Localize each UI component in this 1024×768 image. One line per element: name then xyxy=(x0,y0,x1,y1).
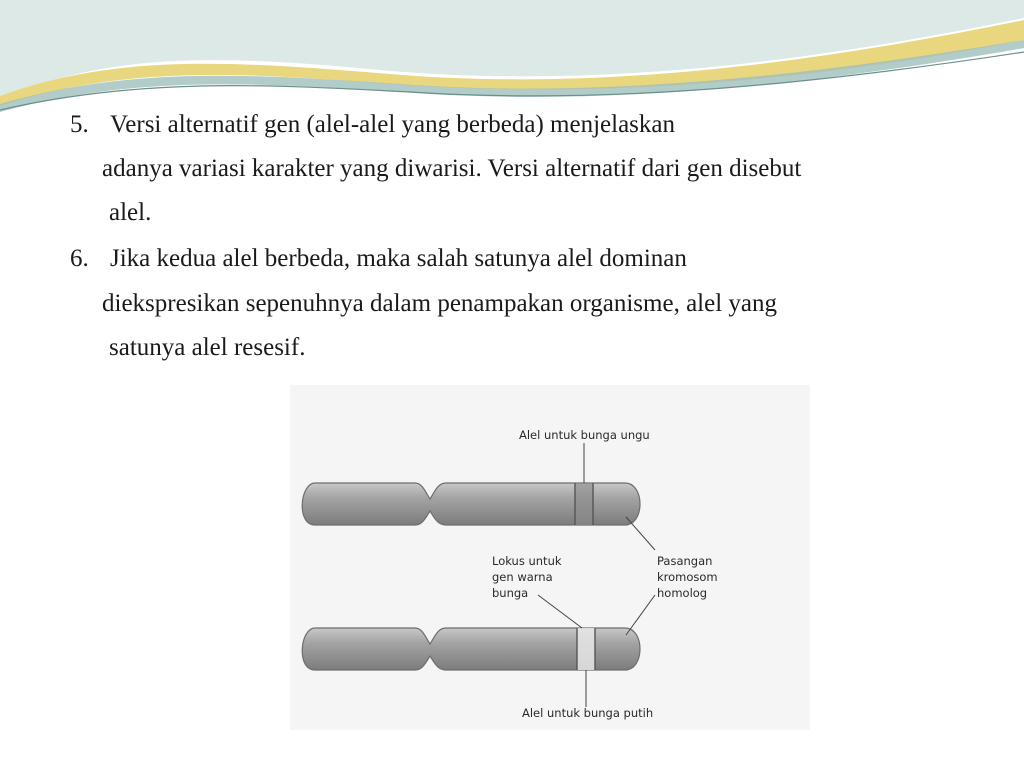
leader-homolog-bottom xyxy=(626,595,655,635)
label-locus-line-1: Lokus untuk xyxy=(492,554,562,568)
label-purple-allele: Alel untuk bunga ungu xyxy=(519,428,650,442)
chromosome-bottom xyxy=(302,628,640,670)
leader-homolog-top xyxy=(626,517,655,550)
chromosome-figure xyxy=(290,385,810,730)
label-white-allele: Alel untuk bunga putih xyxy=(522,706,654,720)
point-6-line-3: satunya alel resesif. xyxy=(109,334,306,361)
point-6-number: 6. xyxy=(70,245,89,272)
point-5-line-2: adanya variasi karakter yang diwarisi. Versi alternatif dari gen disebut xyxy=(102,155,802,182)
point-6-line-2: diekspresikan sepenuhnya dalam penampakan organisme, alel yang xyxy=(102,290,778,317)
point-6-line-1: Jika kedua alel berbeda, maka salah satunya alel dominan xyxy=(110,245,687,272)
leader-locus xyxy=(538,595,582,628)
point-5-number: 5. xyxy=(70,111,89,138)
label-homolog-line-1: Pasangan xyxy=(657,554,713,568)
label-homolog-line-3: homolog xyxy=(657,586,708,600)
chromosome-top xyxy=(302,483,640,525)
point-5-line-3: alel. xyxy=(109,199,152,226)
point-5-line-1: Versi alternatif gen (alel-alel yang berbeda) menjelaskan xyxy=(110,111,676,138)
label-homolog-line-2: kromosom xyxy=(657,570,718,584)
label-locus-line-2: gen warna xyxy=(492,570,553,584)
label-locus-line-3: bunga xyxy=(492,586,529,600)
